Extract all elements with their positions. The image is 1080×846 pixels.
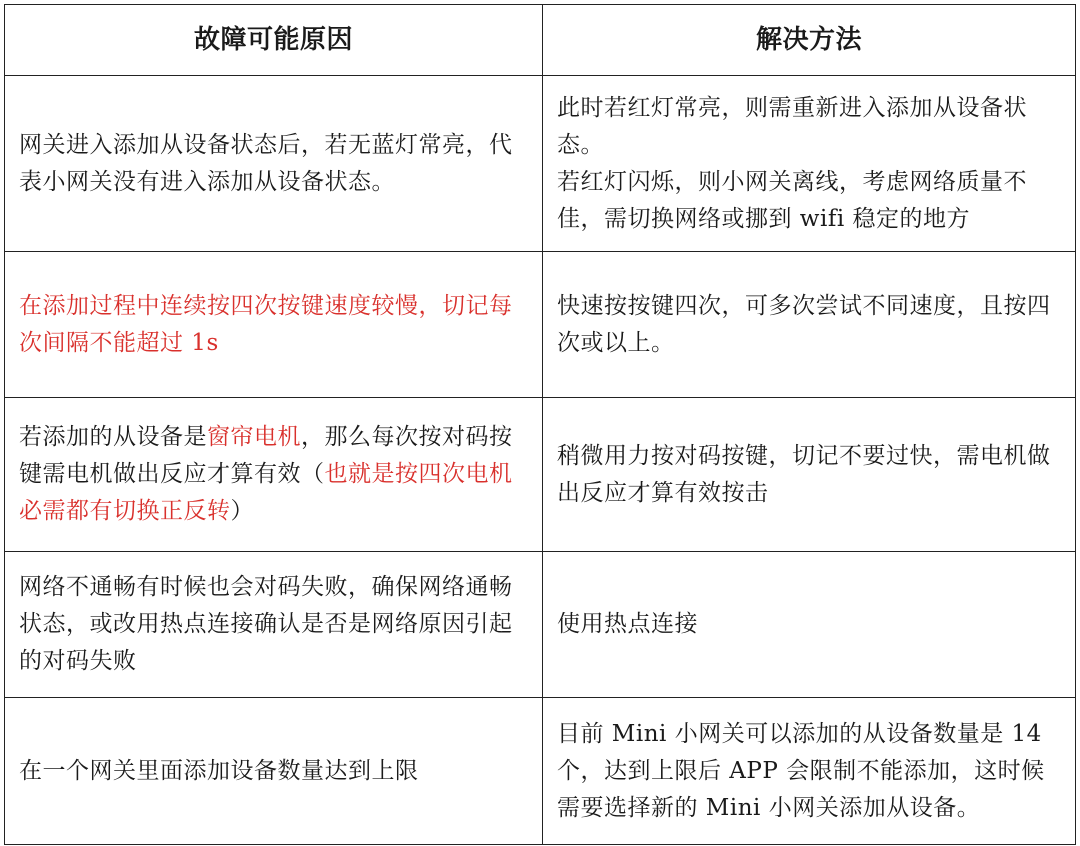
solution-text: 稍微用力按对码按键，切记不要过快，需电机做出反应才算有效按击 [557, 442, 1051, 506]
troubleshooting-table [4, 4, 1076, 845]
highlighted-text: 也就是按四次电机必需都有切换正反转 [19, 461, 513, 524]
solution-cell [543, 552, 1076, 698]
table-row [5, 398, 1076, 552]
cause-text: 网络不通畅有时候也会对码失败，确保网络通畅状态，或改用热点连接确认是否是网络原因引起的对码失败 [19, 574, 513, 674]
solution-text: 若红灯闪烁，则小网关离线，考虑网络质量不佳，需切换网络或挪到 wifi 稳定的地方 [557, 168, 1027, 232]
solution-text: 快速按按键四次，可多次尝试不同速度，且按四次或以上。 [557, 292, 1051, 356]
cause-cell [5, 76, 543, 252]
table-row [5, 698, 1076, 845]
cause-text: 在一个网关里面添加设备数量达到上限 [19, 757, 419, 784]
solution-cell [543, 252, 1076, 398]
cause-text: ，那么每次按对码按键需电机做出反应才算有效（ [19, 424, 513, 487]
solution-cell [543, 76, 1076, 252]
solution-cell [543, 398, 1076, 552]
cause-text: ） [230, 498, 254, 524]
table-row [5, 252, 1076, 398]
table-header-row [5, 5, 1076, 76]
header-cause: 故障可能原因 [5, 5, 543, 76]
cause-text: 若添加的从设备是 [19, 424, 207, 450]
header-solution: 解决方法 [543, 5, 1076, 76]
highlighted-text: 在添加过程中连续按四次按键速度较慢，切记每次间隔不能超过 1s [19, 292, 513, 356]
cause-cell [5, 698, 543, 845]
cause-cell [5, 398, 543, 552]
cause-cell [5, 552, 543, 698]
cause-cell [5, 252, 543, 398]
highlighted-text: 窗帘电机 [207, 424, 301, 450]
solution-text: 此时若红灯常亮，则需重新进入添加从设备状态。 [557, 94, 1027, 158]
table-row [5, 76, 1076, 252]
solution-text: 使用热点连接 [557, 611, 698, 637]
table-row [5, 552, 1076, 698]
cause-text: 网关进入添加从设备状态后，若无蓝灯常亮，代表小网关没有进入添加从设备状态。 [19, 131, 513, 195]
solution-text: 目前 Mini 小网关可以添加的从设备数量是 14 个，达到上限后 APP 会限制不能添加，这时候需要选择新的 Mini 小网关添加从设备。 [557, 720, 1045, 821]
solution-cell [543, 698, 1076, 845]
